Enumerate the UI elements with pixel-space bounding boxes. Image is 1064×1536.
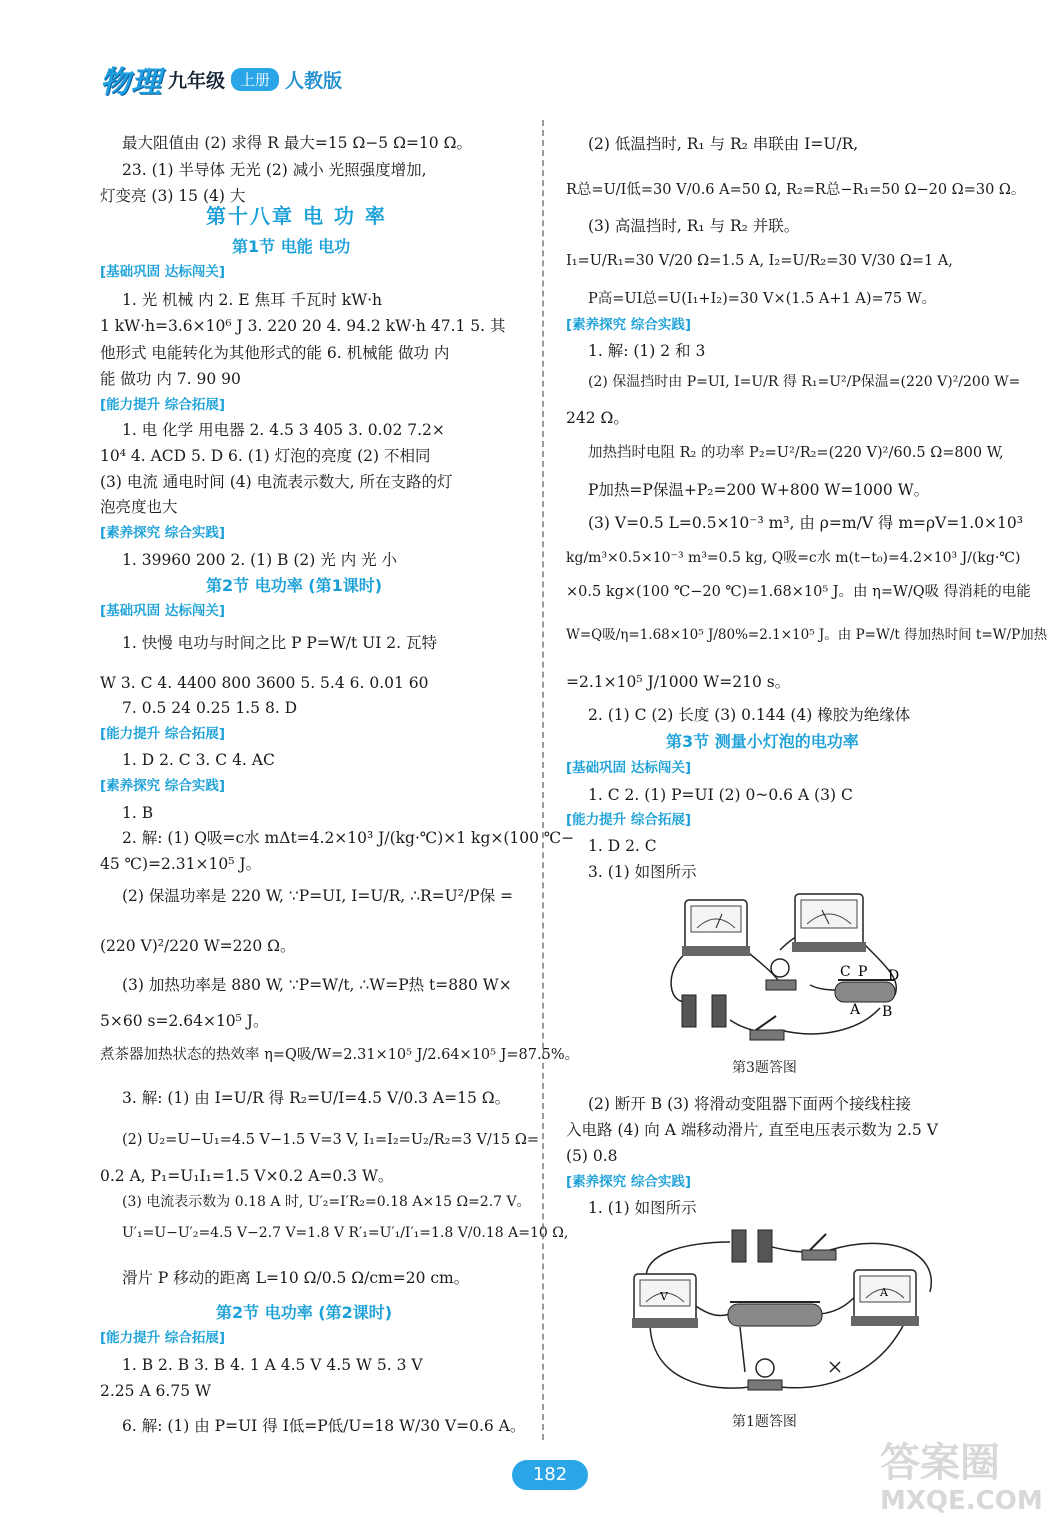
- text-line: 3. 解: (1) 由 I=U/R 得 R₂=U/I=4.5 V/0.3 A=15 Ω。: [122, 1089, 511, 1107]
- book-header: [100, 58, 342, 100]
- section-title: 第2节 电功率 (第2课时): [216, 1303, 393, 1322]
- figure-caption: 第3题答图: [732, 1060, 797, 1076]
- text-line: =2.1×10⁵ J/1000 W=210 s。: [566, 673, 791, 691]
- text-line: (5) 0.8: [566, 1147, 618, 1165]
- text-line: (3) 高温挡时, R₁ 与 R₂ 并联。: [588, 217, 800, 235]
- text-line: P加热=P保温+P₂=200 W+800 W=1000 W。: [588, 481, 930, 499]
- section-title: 第2节 电功率 (第1课时): [206, 576, 383, 595]
- text-line: (220 V)²/220 W=220 Ω。: [100, 937, 296, 955]
- ammeter-label: A: [880, 1286, 888, 1299]
- text-line: 2. 解: (1) Q吸=c水 mΔt=4.2×10³ J/(kg·℃)×1 kg×(100 ℃−: [122, 829, 575, 847]
- battery-icon: [732, 1230, 772, 1262]
- rheostat-icon: [728, 1302, 822, 1326]
- ammeter-icon: [682, 900, 750, 956]
- text-line: W 3. C 4. 4400 800 3600 5. 5.4 6. 0.01 60: [100, 674, 429, 692]
- text-line: 23. (1) 半导体 无光 (2) 减小 光照强度增加,: [122, 161, 427, 179]
- text-line: W=Q吸/η=1.68×10⁵ J/80%=2.1×10⁵ J。由 P=W/t 得加热时间 t=W/P加热: [566, 627, 1048, 643]
- text-line: 滑片 P 移动的距离 L=10 Ω/0.5 Ω/cm=20 cm。: [122, 1269, 470, 1287]
- text-line: 2.25 A 6.75 W: [100, 1382, 211, 1400]
- text-line: (3) 电流表示数为 0.18 A 时, U′₂=I′R₂=0.18 A×15 Ω=2.7 V。: [122, 1194, 531, 1210]
- volume-badge: 上册: [231, 68, 279, 91]
- text-line: 1 kW·h=3.6×10⁶ J 3. 220 20 4. 94.2 kW·h 47.1 5. 其: [100, 317, 506, 335]
- text-line: 灯变亮 (3) 15 (4) 大: [100, 187, 246, 205]
- text-line: 1. B: [122, 804, 154, 822]
- rheostat-icon: [835, 980, 895, 1002]
- text-line: 煮茶器加热状态的热效率 η=Q吸/W=2.31×10⁵ J/2.64×10⁵ J=87.5%。: [100, 1047, 580, 1063]
- exercise-tag: [基础巩固 达标闯关]: [566, 760, 692, 776]
- text-line: 1. 光 机械 内 2. E 焦耳 千瓦时 kW·h: [122, 291, 383, 309]
- text-line: kg/m³×0.5×10⁻³ m³=0.5 kg, Q吸=c水 m(t−t₀)=4.2×10³ J/(kg·℃): [566, 550, 1021, 566]
- text-line: 1. D 2. C 3. C 4. AC: [122, 751, 275, 769]
- text-line: 加热挡时电阻 R₂ 的功率 P₂=U²/R₂=(220 V)²/60.5 Ω=800 W,: [588, 445, 1004, 461]
- exercise-tag: [基础巩固 达标闯关]: [100, 264, 226, 280]
- text-line: 他形式 电能转化为其他形式的能 6. 机械能 做功 内: [100, 344, 450, 362]
- watermark-url: MXQE.COM: [880, 1486, 1043, 1516]
- text-line: 最大阻值由 (2) 求得 R 最大=15 Ω−5 Ω=10 Ω。: [122, 134, 472, 152]
- battery-icon: [682, 995, 726, 1027]
- text-line: (2) U₂=U−U₁=4.5 V−1.5 V=3 V, I₁=I₂=U₂/R₂=3 V/15 Ω=: [122, 1132, 540, 1148]
- voltmeter-label: V: [660, 1290, 668, 1303]
- text-line: 7. 0.5 24 0.25 1.5 8. D: [122, 699, 298, 717]
- chapter-title: 第十八章 电 功 率: [206, 204, 387, 228]
- text-line: 45 ℃)=2.31×10⁵ J。: [100, 855, 262, 873]
- terminal-label-c: C: [840, 964, 851, 980]
- switch-icon: [750, 1016, 784, 1040]
- voltmeter-icon: [792, 894, 866, 952]
- text-line: 6. 解: (1) 由 P=UI 得 I低=P低/U=18 W/30 V=0.6 A。: [122, 1417, 526, 1435]
- text-line: (3) V=0.5 L=0.5×10⁻³ m³, 由 ρ=m/V 得 m=ρV=1.0×10³: [588, 514, 1023, 532]
- page-number: 182: [512, 1460, 588, 1490]
- wire-cross-mark: [830, 1362, 840, 1372]
- text-line: (3) 加热功率是 880 W, ∵P=W/t, ∴W=P热 t=880 W×: [122, 976, 512, 994]
- exercise-tag: [素养探究 综合实践]: [566, 317, 692, 333]
- edition-label: 人教版: [285, 69, 343, 92]
- text-line: P高=UI总=U(I₁+I₂)=30 V×(1.5 A+1 A)=75 W。: [588, 291, 937, 307]
- text-line: R总=U/I低=30 V/0.6 A=50 Ω, R₂=R总−R₁=50 Ω−20 Ω=30 Ω。: [566, 182, 1026, 198]
- text-line: 1. 解: (1) 2 和 3: [588, 342, 706, 360]
- text-line: 1. D 2. C: [588, 837, 657, 855]
- watermark: [880, 1440, 1050, 1520]
- text-line: 5×60 s=2.64×10⁵ J。: [100, 1012, 269, 1030]
- text-line: ×0.5 kg×(100 ℃−20 ℃)=1.68×10⁵ J。由 η=W/Q吸 得消耗的电能: [566, 584, 1031, 600]
- text-line: U′₁=U−U′₂=4.5 V−2.7 V=1.8 V R′₁=U′₁/I′₁=1.8 V/0.18 A=10 Ω,: [122, 1225, 569, 1241]
- exercise-tag: [能力提升 综合拓展]: [100, 726, 226, 742]
- switch-icon: [802, 1234, 836, 1260]
- text-line: 1. (1) 如图所示: [588, 1199, 697, 1217]
- exercise-tag: [素养探究 综合实践]: [566, 1174, 692, 1190]
- voltmeter-icon: [632, 1274, 698, 1328]
- exercise-tag: [能力提升 综合拓展]: [100, 397, 226, 413]
- text-line: (2) 低温挡时, R₁ 与 R₂ 串联由 I=U/R,: [588, 135, 859, 153]
- text-line: 2. (1) C (2) 长度 (3) 0.144 (4) 橡胶为绝缘体: [588, 706, 911, 724]
- text-line: 泡亮度也大: [100, 498, 178, 516]
- text-line: 0.2 A, P₁=U₁I₁=1.5 V×0.2 A=0.3 W。: [100, 1167, 394, 1185]
- text-line: 能 做功 内 7. 90 90: [100, 370, 241, 388]
- text-line: 1. 电 化学 用电器 2. 4.5 3 405 3. 0.02 7.2×: [122, 421, 445, 439]
- exercise-tag: [基础巩固 达标闯关]: [100, 603, 226, 619]
- text-line: 入电路 (4) 向 A 端移动滑片, 直至电压表示数为 2.5 V: [566, 1121, 938, 1139]
- terminal-label-p: P: [858, 964, 868, 980]
- text-line: (2) 保温功率是 220 W, ∵P=UI, I=U/R, ∴R=U²/P保 =: [122, 887, 513, 905]
- text-line: 10⁴ 4. ACD 5. D 6. (1) 灯泡的亮度 (2) 不相同: [100, 447, 431, 465]
- circuit-figure-1: [630, 1222, 950, 1402]
- terminal-label-d: D: [888, 968, 900, 984]
- text-line: (2) 保温挡时由 P=UI, I=U/R 得 R₁=U²/P保温=(220 V)²/200 W=: [588, 374, 1021, 390]
- text-line: (3) 电流 通电时间 (4) 电流表示数大, 所在支路的灯: [100, 473, 453, 491]
- ammeter-icon: [851, 1270, 919, 1326]
- book-logo: 物理: [100, 65, 162, 100]
- terminal-label-a: A: [850, 1002, 861, 1018]
- text-line: 3. (1) 如图所示: [588, 863, 697, 881]
- exercise-tag: [素养探究 综合实践]: [100, 778, 226, 794]
- terminal-label-b: B: [882, 1004, 893, 1020]
- exercise-tag: [能力提升 综合拓展]: [100, 1330, 226, 1346]
- text-line: 1. 39960 200 2. (1) B (2) 光 内 光 小: [122, 551, 398, 569]
- text-line: I₁=U/R₁=30 V/20 Ω=1.5 A, I₂=U/R₂=30 V/30 Ω=1 A,: [566, 253, 953, 269]
- section-title: 第3节 测量小灯泡的电功率: [666, 732, 859, 751]
- section-title: 第1节 电能 电功: [232, 237, 351, 256]
- circuit-figure-3: [660, 890, 920, 1050]
- text-line: (2) 断开 B (3) 将滑动变阻器下面两个接线柱接: [588, 1095, 912, 1113]
- text-line: 1. C 2. (1) P=UI (2) 0~0.6 A (3) C: [588, 786, 853, 804]
- exercise-tag: [能力提升 综合拓展]: [566, 812, 692, 828]
- text-line: 1. B 2. B 3. B 4. 1 A 4.5 V 4.5 W 5. 3 V: [122, 1356, 423, 1374]
- exercise-tag: [素养探究 综合实践]: [100, 525, 226, 541]
- text-line: 242 Ω。: [566, 409, 629, 427]
- grade-label: 九年级: [168, 69, 226, 92]
- text-line: 1. 快慢 电功与时间之比 P P=W/t UI 2. 瓦特: [122, 634, 437, 652]
- figure-caption: 第1题答图: [732, 1414, 797, 1430]
- bulb-icon: [748, 1359, 782, 1390]
- watermark-title: 答案圈: [880, 1440, 1000, 1486]
- bulb-icon: [766, 959, 796, 990]
